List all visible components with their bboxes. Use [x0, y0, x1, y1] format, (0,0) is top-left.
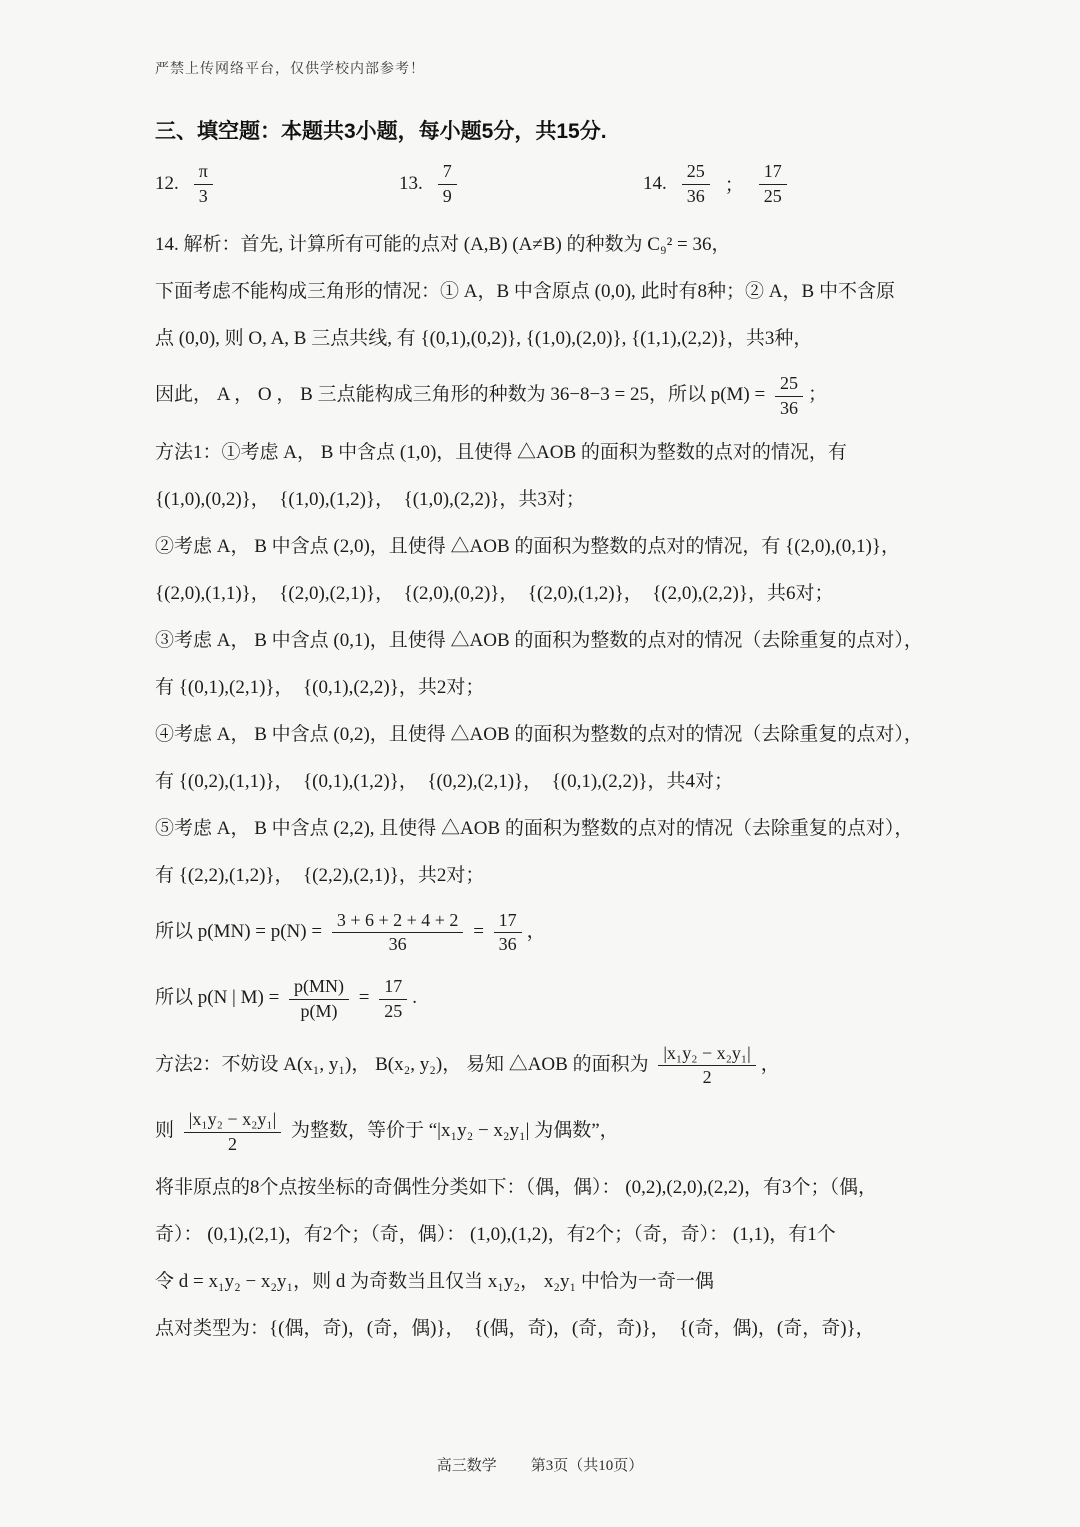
footer-page-number: 第3页（共10页） [530, 1458, 644, 1474]
fraction [658, 1043, 755, 1088]
section-heading: 三、填空题：本题共3小题，每小题5分，共15分. [155, 120, 607, 143]
text-run: . [412, 987, 418, 1009]
text-run: ④考虑 A， B 中含点 (0,2)，且使得 △AOB 的面积为整数的点对的情况（去除重复的点对）， [155, 723, 923, 745]
text-run: 点 (0,0), 则 O, A, B 三点共线, 有 {(0,1),(0,2)}, {(1,0),(2,0)}, {(1,1),(2,2)}，共3种， [155, 328, 813, 350]
text-run: 因此， A ， O ， B 三点能构成三角形的种数为 36−8−3 = 25，所以 p(M) = [155, 384, 770, 406]
fraction-denominator: 36 [686, 185, 705, 206]
answer-label: 14. [643, 172, 667, 194]
solution-line [155, 814, 940, 844]
text-run: 则 [155, 1119, 179, 1141]
solution-line [155, 579, 940, 609]
text-run: 所以 p(N | M) = [155, 987, 285, 1009]
fraction-denominator: 9 [442, 185, 452, 206]
content-area [155, 115, 940, 1361]
solution-lines [155, 230, 940, 1344]
solution-line [155, 720, 940, 750]
fraction-denominator: 36 [779, 398, 798, 419]
text-run: {(1,0),(0,2)}， {(1,0),(1,2)}， {(1,0),(2,2)}，共3对； [155, 488, 585, 510]
fraction-numerator: 17 [379, 976, 407, 1000]
fraction-denominator: 25 [384, 1000, 403, 1021]
text-run: ， [760, 1053, 780, 1075]
fraction [494, 910, 522, 955]
fraction-denominator: 2 [228, 1133, 237, 1154]
text-run: 奇）： (0,1),(2,1)，有2个；（奇，偶）： (1,0),(1,2)，有2个；（奇，奇）： (1,1)，有1个 [155, 1224, 836, 1246]
text-run: ； [807, 384, 827, 406]
text-run: 有 {(2,2),(1,2)}， {(2,2),(2,1)}，共2对； [155, 864, 485, 886]
solution-line [155, 1107, 940, 1156]
fraction-numerator: |x₁y₂ − x₂y₁| [184, 1109, 281, 1133]
fraction-numerator: 17 [759, 161, 787, 185]
text-run: ③考虑 A， B 中含点 (0,1)，且使得 △AOB 的面积为整数的点对的情况（去除重复的点对）， [155, 629, 923, 651]
footer-course: 高三数学 [436, 1458, 497, 1474]
text-run: 将非原点的8个点按坐标的奇偶性分类如下：（偶，偶）： (0,2),(2,0),(2,2)，有3个；（偶， [155, 1177, 877, 1199]
text-run: ⑤考虑 A， B 中含点 (2,2), 且使得 △AOB 的面积为整数的点对的情况（去除重复的点对）， [155, 817, 914, 839]
fraction-denominator: 2 [702, 1067, 712, 1088]
text-run: 有 {(0,1),(2,1)}， {(0,1),(2,2)}，共2对； [155, 676, 485, 698]
text-run: 点对类型为：{(偶，奇)，(奇，偶)}， {(偶，奇)，(奇，奇)}， {(奇，偶)，(奇，奇)}， [155, 1318, 875, 1340]
fraction-numerator: p(MN) [289, 976, 349, 1000]
fraction [438, 161, 457, 206]
fraction-denominator: 25 [763, 185, 782, 206]
text-run: 方法2：不妨设 A(x₁, y₁)， B(x₂, y₂)， 易知 △AOB 的面积为 [155, 1053, 654, 1075]
fraction-numerator: 25 [775, 373, 803, 397]
solution-line [155, 767, 940, 797]
solution-line [155, 673, 940, 703]
solution-line [155, 532, 940, 562]
text-run: = [468, 920, 489, 942]
text-run: 方法1：①考虑 A， B 中含点 (1,0)，且使得 △AOB 的面积为整数的点对的情况，有 [155, 441, 847, 463]
solution-line [155, 438, 940, 468]
fraction-denominator: 36 [388, 934, 407, 955]
solution-line [155, 1173, 940, 1203]
fraction [379, 976, 407, 1021]
solution-line [155, 1041, 940, 1090]
solution-line [155, 908, 940, 957]
fraction [332, 910, 464, 955]
fraction-numerator: π [194, 161, 213, 185]
fraction-numerator: 3 + 6 + 2 + 4 + 2 [332, 910, 464, 934]
fraction-denominator: p(M) [300, 1000, 338, 1021]
fraction [682, 161, 710, 206]
fraction-numerator: 17 [494, 910, 522, 934]
answer-label: 13. [399, 172, 423, 194]
text-run: ， [526, 920, 546, 942]
text-run: 所以 p(MN) = p(N) = [155, 920, 327, 942]
fraction-denominator: 36 [498, 934, 517, 955]
solution-line [155, 626, 940, 656]
text-run: 令 d = x₁y₂ − x₂y₁，则 d 为奇数当且仅当 x₁y₂， x₂y₁ 中恰为一奇一偶 [155, 1271, 714, 1293]
text-run: ； [724, 175, 744, 197]
fraction-numerator: 7 [438, 161, 457, 185]
answer-item [155, 159, 399, 208]
solution-line [155, 1220, 940, 1250]
solution-line [155, 1314, 940, 1344]
text-run: ②考虑 A， B 中含点 (2,0)，且使得 △AOB 的面积为整数的点对的情况，有 {(2,0),(0,1)}， [155, 535, 900, 557]
text-run: = [354, 987, 375, 1009]
watermark-text: 严禁上传网络平台，仅供学校内部参考！ [155, 62, 425, 77]
answers-row [155, 159, 940, 208]
fraction-numerator: 25 [682, 161, 710, 185]
text-run: {(2,0),(1,1)}， {(2,0),(2,1)}， {(2,0),(0,2)}， {(2,0),(1,2)}， {(2,0),(2,2)}，共6对； [155, 582, 834, 604]
page-footer [0, 1454, 1080, 1475]
solution-line [155, 230, 940, 260]
solution-line [155, 277, 940, 307]
text-run: 下面考虑不能构成三角形的情况：① A，B 中含原点 (0,0), 此时有8种；② A，B 中不含原 [155, 281, 895, 303]
answer-label: 12. [155, 172, 179, 194]
fraction [759, 161, 787, 206]
solution-line [155, 1267, 940, 1297]
text-run: 为整数，等价于 “|x₁y₂ − x₂y₁| 为偶数”， [286, 1119, 619, 1141]
solution-line [155, 371, 940, 420]
answer-item [643, 159, 792, 208]
text-run: 有 {(0,2),(1,1)}， {(0,1),(1,2)}， {(0,2),(2,1)}， {(0,1),(2,2)}，共4对； [155, 770, 733, 792]
solution-line [155, 861, 940, 891]
fraction [184, 1109, 281, 1154]
solution-line [155, 324, 940, 354]
fraction [775, 373, 803, 418]
text-run: 14. 解析：首先, 计算所有可能的点对 (A,B) (A≠B) 的种数为 C₉² = 36， [155, 234, 731, 256]
fraction [194, 161, 213, 206]
solution-line [155, 485, 940, 515]
fraction-denominator: 3 [198, 185, 208, 206]
solution-line [155, 974, 940, 1023]
fraction-numerator: |x₁y₂ − x₂y₁| [658, 1043, 755, 1067]
fraction [289, 976, 349, 1021]
answer-item [399, 159, 643, 208]
